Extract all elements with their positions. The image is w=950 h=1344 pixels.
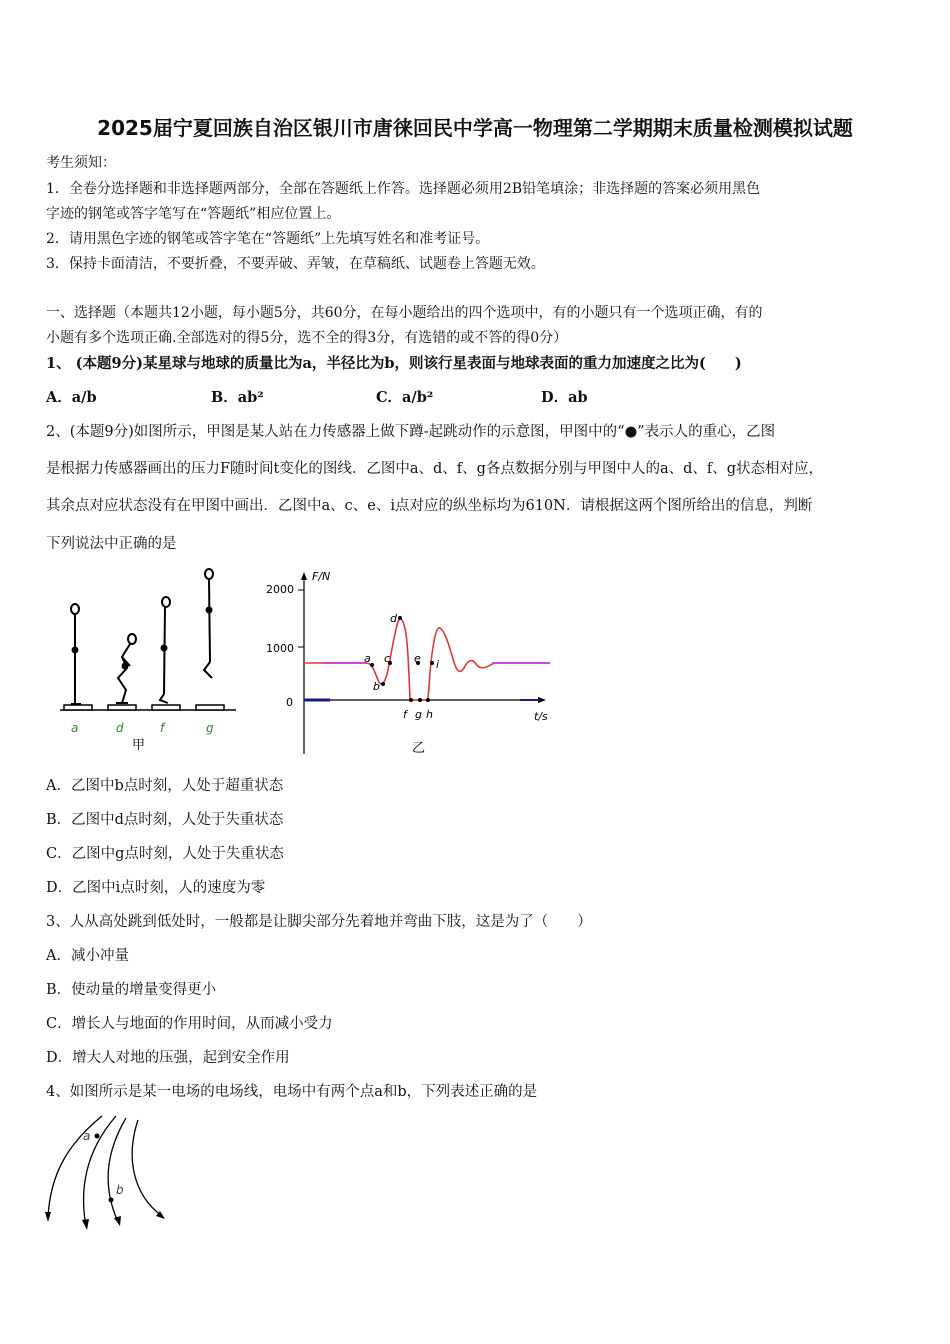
figure-caption: 乙	[412, 741, 426, 756]
stick-figure-a	[71, 604, 81, 704]
label-d: d	[116, 721, 124, 735]
option: A．减小冲量	[46, 948, 129, 964]
point-label: g	[415, 708, 422, 721]
y-tick: 1000	[266, 642, 294, 655]
stick-figure-g	[204, 569, 213, 678]
option: A．乙图中b点时刻，人处于超重状态	[46, 778, 284, 794]
y-tick: 2000	[266, 583, 294, 596]
point-label: h	[426, 708, 433, 721]
option: C．乙图中g点时刻，人处于失重状态	[46, 846, 284, 862]
question-2-stem: 2、(本题9分)如图所示，甲图是某人站在力传感器上做下蹲-起跳动作的示意图，甲图中的“●”表示人的重心，乙图	[46, 424, 776, 440]
y-tick: 0	[286, 696, 293, 709]
option: D．乙图中i点时刻，人的速度为零	[46, 880, 266, 896]
section-instructions: 小题有多个选项正确.全部选对的得5分，选不全的得3分，有选错的或不答的得0分）	[46, 330, 568, 346]
point-label: f	[403, 708, 407, 721]
point-label: i	[436, 658, 440, 671]
question-1-stem: 1、 (本题9分)某星球与地球的质量比为a，半径比为b，则该行星表面与地球表面的重力加速度之比为( )	[46, 355, 742, 372]
option: D．增大人对地的压强，起到安全作用	[46, 1050, 290, 1066]
point-label: d	[390, 612, 397, 625]
point-label: a	[364, 652, 371, 665]
option: B．乙图中d点时刻，人处于失重状态	[46, 812, 284, 828]
point-label: b	[373, 680, 380, 693]
page-title: 2025届宁夏回族自治区银川市唐徕回民中学高一物理第二学期期末质量检测模拟试题	[97, 116, 853, 140]
question-1-options	[46, 386, 706, 407]
stick-figure-f	[160, 597, 170, 703]
option: D．ab	[541, 389, 588, 406]
option: C．a/b²	[376, 389, 434, 406]
section-instructions: 一、选择题（本题共12小题，每小题5分，共60分，在每小题给出的四个选项中，有的小题只有一个选项正确，有的	[46, 305, 763, 321]
option: B．使动量的增量变得更小	[46, 982, 217, 998]
notice-heading: 考生须知：	[46, 155, 116, 171]
question-2-stem: 下列说法中正确的是	[46, 536, 177, 552]
notice-item: 字迹的钢笔或答字笔写在“答题纸”相应位置上。	[46, 206, 341, 222]
figure-jia	[56, 562, 246, 762]
notice-item: 2．请用黑色字迹的钢笔或答字笔在“答题纸”上先填写姓名和准考证号。	[46, 231, 490, 247]
y-axis-label: F/N	[312, 570, 331, 583]
option: A．a/b	[46, 389, 97, 406]
label-a: a	[71, 721, 79, 735]
figure-field-lines	[40, 1112, 180, 1232]
point-label-a: a	[83, 1129, 91, 1143]
option: C．增长人与地面的作用时间，从而减小受力	[46, 1016, 333, 1032]
question-4-stem: 4、如图所示是某一电场的电场线，电场中有两个点a和b，下列表述正确的是	[46, 1084, 538, 1100]
x-axis-label: t/s	[534, 710, 548, 723]
label-f: f	[160, 721, 165, 735]
question-3-stem: 3、人从高处跳到低处时，一般都是让脚尖部分先着地并弯曲下肢，这是为了（ ）	[46, 914, 592, 930]
notice-item: 3．保持卡面清洁，不要折叠，不要弄破、弄皱，在草稿纸、试题卷上答题无效。	[46, 256, 545, 272]
option: B．ab²	[211, 389, 264, 406]
figure-yi	[260, 562, 560, 762]
label-g: g	[206, 721, 214, 735]
stick-figure-d	[116, 634, 136, 703]
force-curve	[304, 619, 550, 700]
point-label-b: b	[116, 1183, 124, 1197]
point-label: e	[414, 652, 421, 665]
question-2-stem: 其余点对应状态没有在甲图中画出．乙图中a、c、e、i点对应的纵坐标均为610N．请根据这两个图所给出的信息，判断	[46, 498, 813, 514]
figure-caption: 甲	[132, 738, 146, 753]
notice-item: 1．全卷分选择题和非选择题两部分，全部在答题纸上作答。选择题必须用2B铅笔填涂；非选择题的答案必须用黑色	[46, 181, 761, 197]
question-2-stem: 是根据力传感器画出的压力F随时间t变化的图线．乙图中a、d、f、g各点数据分别与甲图中人的a、d、f、g状态相对应，	[46, 461, 824, 477]
point-label: c	[384, 652, 391, 665]
